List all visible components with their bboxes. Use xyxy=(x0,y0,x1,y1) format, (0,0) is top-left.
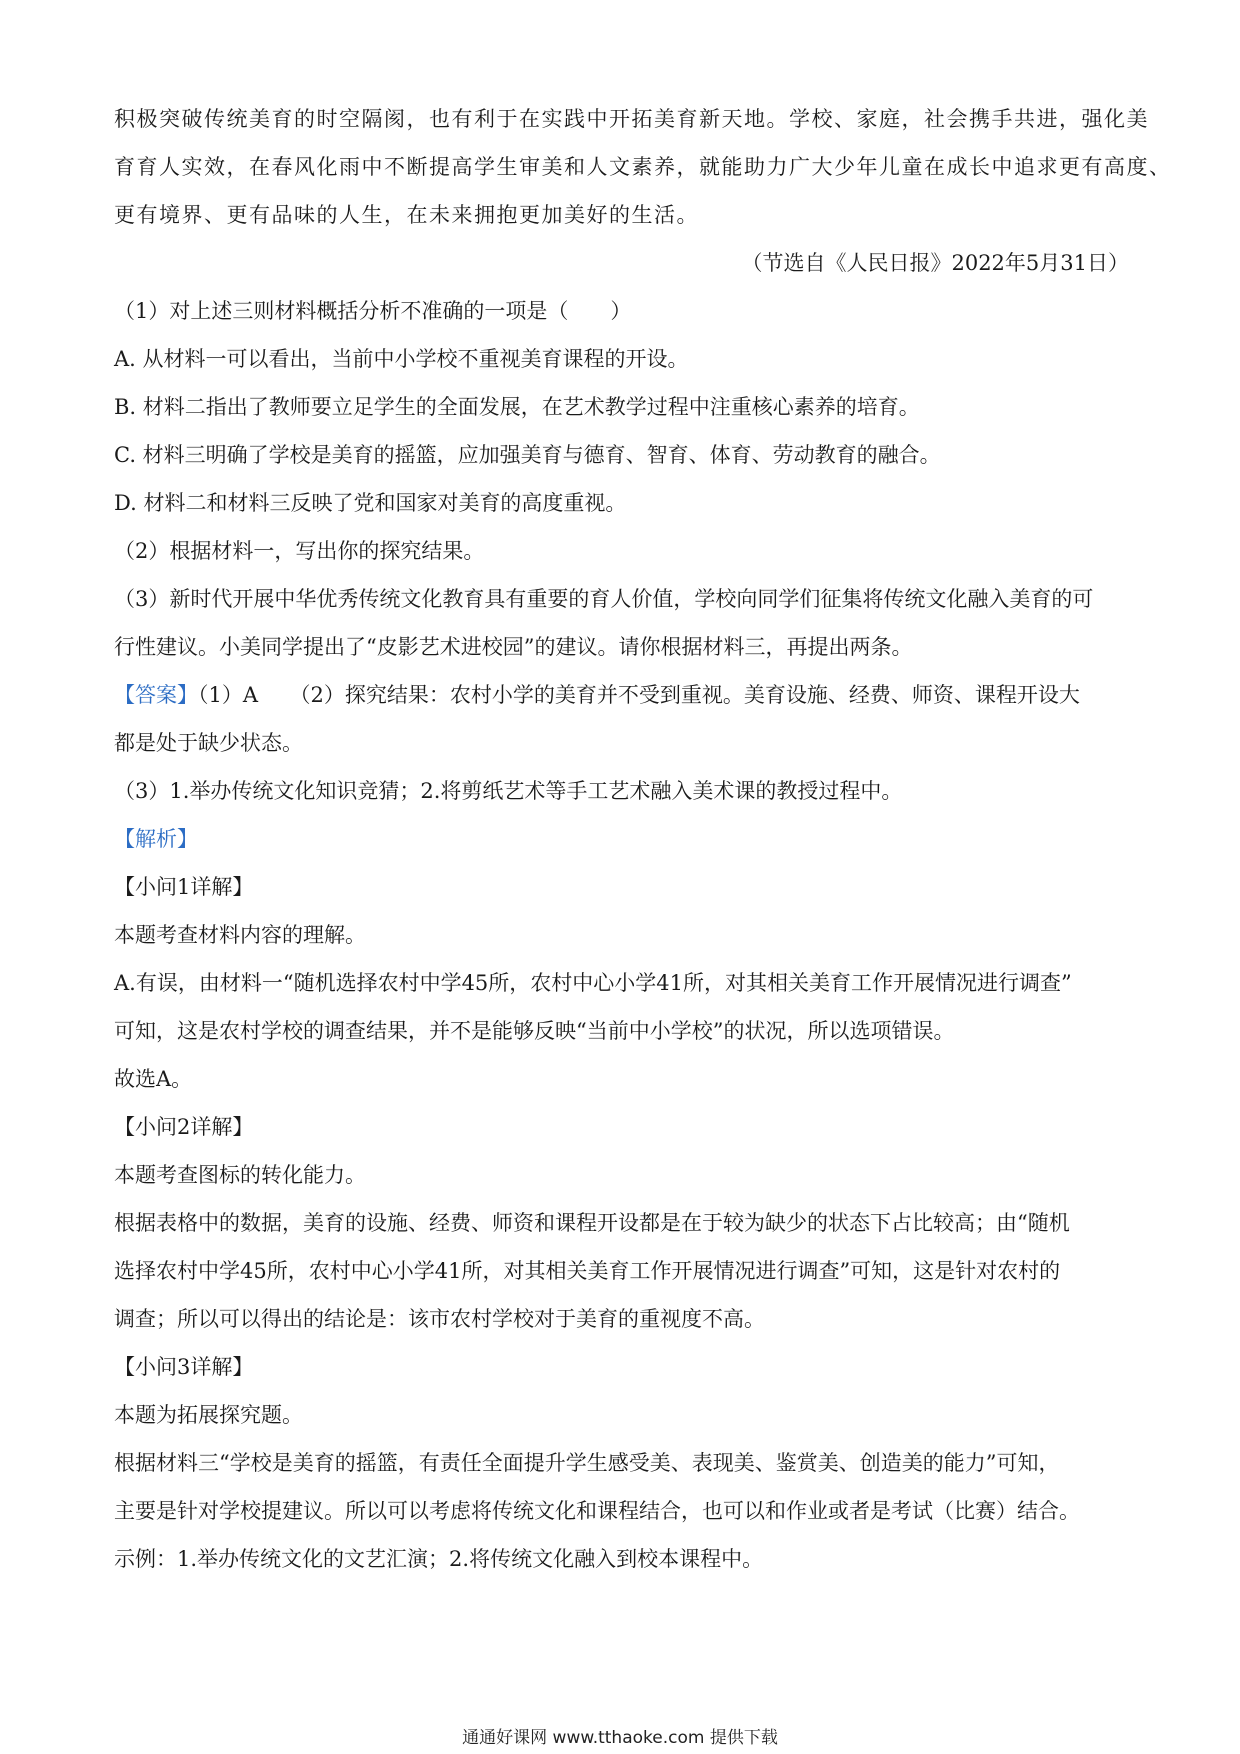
question-3-line: （3）新时代开展中华优秀传统文化教育具有重要的育人价值，学校向同学们征集将传统文化融入美育的可 xyxy=(114,587,1094,611)
question-1: （1）对上述三则材料概括分析不准确的一项是（ ） xyxy=(114,299,632,323)
answer-text: （1）A （2）探究结果：农村小学的美育并不受到重视。美育设施、经费、师资、课程开设大 xyxy=(198,683,1080,707)
analysis-line: 本题为拓展探究题。 xyxy=(114,1403,303,1427)
option-b: B. 材料二指出了教师要立足学生的全面发展，在艺术教学过程中注重核心素养的培育。 xyxy=(114,395,920,419)
question-3-line: 行性建议。小美同学提出了“皮影艺术进校园”的建议。请你根据材料三，再提出两条。 xyxy=(114,635,913,659)
analysis-line: 本题考查图标的转化能力。 xyxy=(114,1163,366,1187)
passage-line: 积极突破传统美育的时空隔阂，也有利于在实践中开拓美育新天地。学校、家庭，社会携手共进，强化美 xyxy=(114,107,1149,131)
analysis-line: 主要是针对学校提建议。所以可以考虑将传统文化和课程结合，也可以和作业或者是考试（比赛）结合。 xyxy=(114,1499,1080,1523)
analysis-line: 调查；所以可以得出的结论是：该市农村学校对于美育的重视度不高。 xyxy=(114,1307,765,1331)
answer-line: 都是处于缺少状态。 xyxy=(114,731,303,755)
analysis-line: A.有误，由材料一“随机选择农村中学45所，农村中心小学41所，对其相关美育工作开展情况进行调查” xyxy=(114,971,1072,995)
sub-question-heading: 【小问1详解】 xyxy=(114,875,254,899)
sub-question-heading: 【小问3详解】 xyxy=(114,1355,254,1379)
analysis-line: 故选A。 xyxy=(114,1067,193,1091)
question-2: （2）根据材料一，写出你的探究结果。 xyxy=(114,539,485,563)
footer-watermark: 通通好课网 www.tthaoke.com 提供下载 xyxy=(462,1728,778,1748)
analysis-line: 示例：1.举办传统文化的文艺汇演；2.将传统文化融入到校本课程中。 xyxy=(114,1547,764,1571)
document-body xyxy=(114,95,1172,1583)
analysis-tag: 【解析】 xyxy=(114,827,198,851)
analysis-line: 根据表格中的数据，美育的设施、经费、师资和课程开设都是在于较为缺少的状态下占比较高；由“随机 xyxy=(114,1211,1070,1235)
answer-tag: 【答案】 xyxy=(114,683,198,707)
analysis-line: 根据材料三“学校是美育的摇篮，有责任全面提升学生感受美、表现美、鉴赏美、创造美的能力”可知， xyxy=(114,1451,1060,1475)
analysis-line: 可知，这是农村学校的调查结果，并不是能够反映“当前中小学校”的状况，所以选项错误。 xyxy=(114,1019,955,1043)
passage-line: 育育人实效，在春风化雨中不断提高学生审美和人文素养，就能助力广大少年儿童在成长中追求更有高度、 xyxy=(114,155,1172,179)
analysis-line: 选择农村中学45所，农村中心小学41所，对其相关美育工作开展情况进行调查”可知，这是针对农村的 xyxy=(114,1259,1061,1283)
option-a: A. 从材料一可以看出，当前中小学校不重视美育课程的开设。 xyxy=(114,347,689,371)
passage-line: 更有境界、更有品味的人生，在未来拥抱更加美好的生活。 xyxy=(114,203,699,227)
option-c: C. 材料三明确了学校是美育的摇篮，应加强美育与德育、智育、体育、劳动教育的融合。 xyxy=(114,443,941,467)
option-d: D. 材料二和材料三反映了党和国家对美育的高度重视。 xyxy=(114,491,627,515)
answer-line xyxy=(114,671,1129,719)
source-citation: （节选自《人民日报》2022年5月31日） xyxy=(741,251,1129,275)
answer-line: （3）1.举办传统文化知识竞猜；2.将剪纸艺术等手工艺术融入美术课的教授过程中。 xyxy=(114,779,903,803)
sub-question-heading: 【小问2详解】 xyxy=(114,1115,254,1139)
analysis-line: 本题考查材料内容的理解。 xyxy=(114,923,366,947)
